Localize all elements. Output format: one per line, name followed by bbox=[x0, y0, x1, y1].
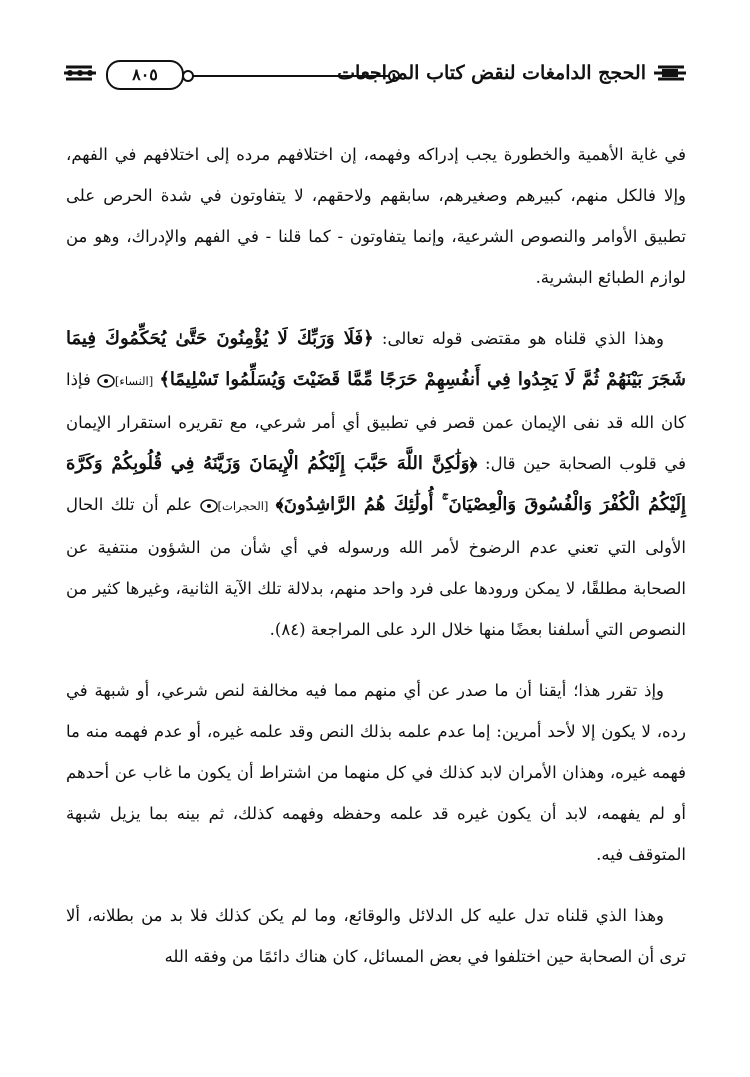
surah-reference-nisa: [النساء] bbox=[114, 374, 154, 388]
page-number: ٨٠٥ bbox=[106, 60, 184, 90]
running-header bbox=[62, 58, 688, 94]
page-body bbox=[66, 134, 686, 997]
rule-ornament-icon bbox=[182, 70, 194, 82]
verse-end-icon bbox=[200, 499, 218, 513]
quran-verse-hujurat: ﴿وَلَٰكِنَّ اللَّهَ حَبَّبَ إِلَيْكُمُ الْإِيمَانَ وَزَيَّنَهُ فِي قُلُوبِكُمْ وَكَرَّهَ إِلَيْكُمُ الْكُفْرَ وَالْفُسُوقَ وَالْعِصْيَانَ ۚ أُولَٰئِكَ هُمُ الرَّاشِدُونَ﴾ bbox=[66, 453, 686, 515]
paragraph-2-middle: فإذا كان الله قد نفى الإيمان عمن قصر في تطبيق أي أمر شرعي، مع تقريره استقرار الإيمان في قلوب الصحابة حين قال: bbox=[66, 370, 686, 473]
ornament-right-icon bbox=[652, 58, 688, 88]
paragraph-3: وإذ تقرر هذا؛ أيقنا أن ما صدر عن أي منهم مما فيه مخالفة لنص شرعي، أو شبهة في رده، لا يكون إلا لأحد أمرين: إما عدم علمه بذلك النص وقد علمه غيره، أو عدم فهمه منه ما فهمه غيره، وهذان الأمران لابد كذلك في كل منهما من اشتراط أن يكون ما غاب عن أحدهم أو لم يفهمه، لابد أن يكون غيره قد علمه وحفظه وفهمه كذلك، ثم بينه بما يزيل شبهة المتوقف فيه. bbox=[66, 681, 686, 864]
paragraph-1: في غاية الأهمية والخطورة يجب إدراكه وفهمه، إن اختلافهم مرده إلى اختلافهم في الفهم، وإلا فالكل منهم، كبيرهم وصغيرهم، سابقهم ولاحقهم، لا يتفاوتون في شدة الحرص على تطبيق الأوامر والنصوص الشرعية، وإنما يتفاوتون - كما قلنا - في الفهم والإدراك، وهو من لوازم الطبائع البشرية. bbox=[66, 145, 686, 287]
running-title: الحجج الدامغات لنقض كتاب المراجعات bbox=[337, 62, 646, 84]
paragraph-4: وهذا الذي قلناه تدل عليه كل الدلائل والوقائع، وما لم يكن كذلك فلا بد من بطلانه، ألا ترى أن الصحابة حين اختلفوا في بعض المسائل، كان هناك دائمًا من وفقه الله bbox=[66, 906, 686, 966]
paragraph-2 bbox=[66, 318, 686, 650]
quran-verse-nisa: ﴿فَلَا وَرَبِّكَ لَا يُؤْمِنُونَ حَتَّىٰ يُحَكِّمُوكَ فِيمَا شَجَرَ بَيْنَهُمْ ثُمَّ لَا يَجِدُوا فِي أَنفُسِهِمْ حَرَجًا مِّمَّا قَضَيْتَ وَيُسَلِّمُوا تَسْلِيمًا﴾ bbox=[66, 328, 687, 390]
surah-reference-hujurat: [الحجرات] bbox=[217, 499, 269, 513]
paragraph-2-tail: علم أن تلك الحال الأولى التي تعني عدم الرضوخ لأمر الله ورسوله في أي شأن من الشؤون منتفية عن الصحابة مطلقًا، لا يمكن ورودها على فرد واحد منهم، بدلالة تلك الآية الثانية، وغيرها كثير من النصوص التي أسلفنا بعضًا منها خلال الرد على المراجعة (٨٤). bbox=[66, 495, 686, 639]
ornament-left-icon bbox=[62, 58, 98, 88]
paragraph-2-intro: وهذا الذي قلناه هو مقتضى قوله تعالى: bbox=[373, 329, 664, 348]
verse-end-icon bbox=[97, 374, 115, 388]
